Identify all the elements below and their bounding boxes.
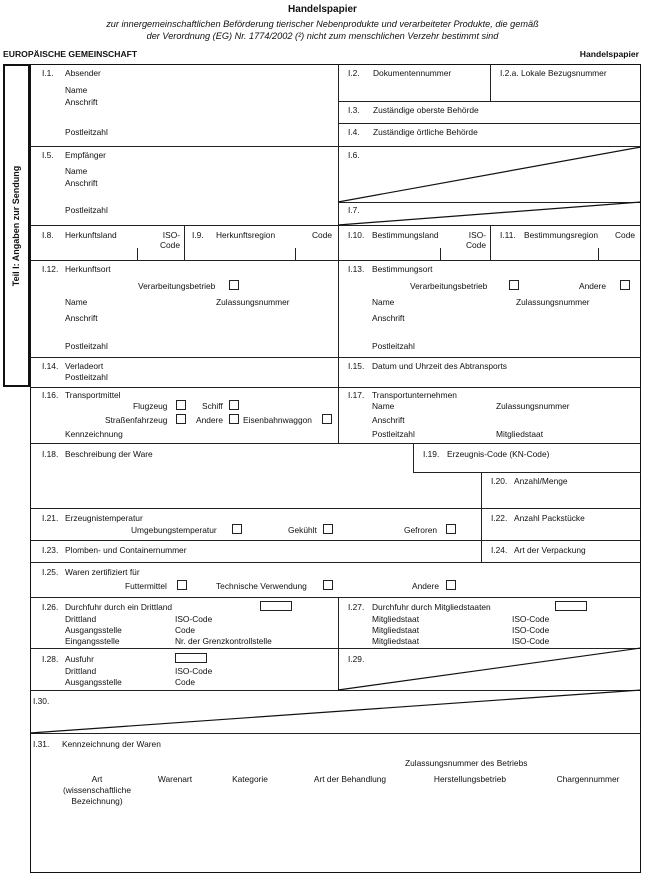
iso-code-label[interactable]: ISO-Code xyxy=(175,614,213,624)
divider xyxy=(413,443,414,472)
divider xyxy=(30,733,641,734)
quantity-label[interactable]: Anzahl/Menge xyxy=(514,476,568,486)
transit-third-country-label: Durchfuhr durch ein Drittland xyxy=(65,602,173,612)
number-of-packages-label[interactable]: Anzahl Packstücke xyxy=(514,513,585,523)
seal-container-number-label[interactable]: Plomben- und Containernummer xyxy=(65,545,187,555)
iso-code-label: Code xyxy=(465,240,486,250)
field-number-i29: I.29. xyxy=(348,654,365,664)
destination-postcode-label[interactable]: Postleitzahl xyxy=(372,341,415,351)
origin-name-label[interactable]: Name xyxy=(65,297,88,307)
document-title: Handelspapier xyxy=(288,4,357,15)
country-of-origin-label[interactable]: Herkunftsland xyxy=(65,230,117,240)
iso-code-label: ISO- xyxy=(162,230,180,240)
aeroplane-checkbox[interactable] xyxy=(176,400,186,410)
iso-code-label[interactable]: ISO-Code xyxy=(512,614,550,624)
field-number: I.12. xyxy=(42,264,59,274)
member-state-label[interactable]: Mitgliedstaat xyxy=(372,636,420,646)
strike-through-i7 xyxy=(338,202,641,225)
frozen-checkbox[interactable] xyxy=(446,524,456,534)
column-header-species-sub: (wissenschaftliche xyxy=(63,785,131,795)
strike-through-i29 xyxy=(338,648,641,690)
document-subtitle-line2: der Verordnung (EG) Nr. 1774/2002 (²) nicht zum menschlichen Verzehr bestimmt sind xyxy=(146,31,499,41)
transporter-approval-number-label[interactable]: Zulassungsnummer xyxy=(496,401,570,411)
field-number: I.27. xyxy=(348,602,365,612)
goods-description-label[interactable]: Beschreibung der Ware xyxy=(65,449,153,459)
frozen-label: Gefroren xyxy=(404,525,438,535)
code-label: Code xyxy=(312,230,333,240)
field-number: I.31. xyxy=(33,739,50,749)
field-number-i6: I.6. xyxy=(348,150,360,160)
divider xyxy=(30,508,641,509)
divider xyxy=(184,225,185,260)
chilled-label: Gekühlt xyxy=(288,525,317,535)
divider xyxy=(30,357,641,358)
field-number-i30: I.30. xyxy=(33,696,50,706)
divider xyxy=(413,472,641,473)
type-of-packaging-label[interactable]: Art der Verpackung xyxy=(514,545,586,555)
iso-code-label[interactable]: ISO-Code xyxy=(175,666,213,676)
divider xyxy=(30,146,338,147)
divider xyxy=(338,123,641,124)
certified-for-label: Waren zertifiziert für xyxy=(65,567,140,577)
column-header-species: Art xyxy=(91,774,103,784)
field-number: I.18. xyxy=(42,449,59,459)
field-number: I.15. xyxy=(348,361,365,371)
loading-postcode-label[interactable]: Postleitzahl xyxy=(65,372,108,382)
place-of-origin-label: Herkunftsort xyxy=(65,264,111,274)
field-number: I.11. xyxy=(500,230,516,240)
place-of-destination-label: Bestimmungsort xyxy=(372,264,433,274)
iso-code-label: ISO- xyxy=(468,230,486,240)
exit-point-label[interactable]: Ausgangsstelle xyxy=(65,625,122,635)
destination-address-label[interactable]: Anschrift xyxy=(372,313,405,323)
consignee-label: Empfänger xyxy=(65,150,106,160)
other-label: Andere xyxy=(196,415,224,425)
other-label: Andere xyxy=(579,281,607,291)
place-of-loading-label[interactable]: Verladeort xyxy=(65,361,104,371)
column-header-manufacturing-plant: Herstellungsbetrieb xyxy=(433,774,507,784)
exit-point-label[interactable]: Ausgangsstelle xyxy=(65,677,122,687)
field-number: I.26. xyxy=(42,602,59,612)
destination-approval-number-label[interactable]: Zulassungsnummer xyxy=(516,297,590,307)
destination-other-checkbox[interactable] xyxy=(620,280,630,290)
third-country-label[interactable]: Drittland xyxy=(65,666,97,676)
iso-code-label[interactable]: ISO-Code xyxy=(512,625,550,635)
technical-use-label: Technische Verwendung xyxy=(216,581,307,591)
divider xyxy=(30,443,641,444)
member-state-label[interactable]: Mitgliedstaat xyxy=(372,614,420,624)
transporter-name-label[interactable]: Name xyxy=(372,401,395,411)
destination-region-label[interactable]: Bestimmungsregion xyxy=(524,230,599,240)
field-number: I.22. xyxy=(491,513,508,523)
road-vehicle-label: Straßenfahrzeug xyxy=(105,415,168,425)
divider xyxy=(30,387,641,388)
transit-member-states-box[interactable] xyxy=(555,601,587,611)
field-number: I.10. xyxy=(348,230,365,240)
destination-processing-plant-checkbox[interactable] xyxy=(509,280,519,290)
field-number: I.1. xyxy=(42,68,54,78)
transporter-member-state-label[interactable]: Mitgliedstaat xyxy=(496,429,544,439)
divider xyxy=(30,260,641,261)
consignor-postcode-label[interactable]: Postleitzahl xyxy=(65,127,108,137)
transit-third-country-box[interactable] xyxy=(260,601,292,611)
processing-plant-label: Verarbeitungsbetrieb xyxy=(138,281,216,291)
divider xyxy=(338,225,339,387)
consignee-address-label[interactable]: Anschrift xyxy=(65,178,98,188)
bip-number-label[interactable]: Nr. der Grenzkontrollstelle xyxy=(175,636,272,646)
central-authority-label[interactable]: Zuständige oberste Behörde xyxy=(373,105,479,115)
destination-country-label[interactable]: Bestimmungsland xyxy=(372,230,439,240)
field-number: I.13. xyxy=(348,264,365,274)
divider xyxy=(490,225,491,260)
iso-code-label: Code xyxy=(159,240,180,250)
field-number: I.25. xyxy=(42,567,59,577)
field-number: I.14. xyxy=(42,361,59,371)
destination-name-label[interactable]: Name xyxy=(372,297,395,307)
strike-through-i6 xyxy=(338,146,641,203)
field-number: I.9. xyxy=(192,230,204,240)
code-label[interactable]: Code xyxy=(175,677,196,687)
field-number: I.23. xyxy=(42,545,59,555)
field-number: I.28. xyxy=(42,654,59,664)
divider xyxy=(30,562,641,563)
iso-code-label[interactable]: ISO-Code xyxy=(512,636,550,646)
chilled-checkbox[interactable] xyxy=(323,524,333,534)
field-number: I.2. xyxy=(348,68,360,78)
means-of-transport-label: Transportmittel xyxy=(65,390,121,400)
local-reference-label[interactable]: I.2.a. Lokale Bezugsnummer xyxy=(500,68,607,78)
feedingstuff-label: Futtermittel xyxy=(125,581,167,591)
transporter-address-label[interactable]: Anschrift xyxy=(372,415,405,425)
divider xyxy=(30,540,641,541)
column-header-species-sub: Bezeichnung) xyxy=(71,796,123,806)
origin-postcode-label[interactable]: Postleitzahl xyxy=(65,341,108,351)
entry-point-label[interactable]: Eingangsstelle xyxy=(65,636,120,646)
transit-member-states-label: Durchfuhr durch Mitgliedstaaten xyxy=(372,602,491,612)
commodity-code-label[interactable]: Erzeugnis-Code (KN-Code) xyxy=(447,449,550,459)
feedingstuff-checkbox[interactable] xyxy=(177,580,187,590)
transporter-postcode-label[interactable]: Postleitzahl xyxy=(372,429,415,439)
railway-wagon-checkbox[interactable] xyxy=(322,414,332,424)
identification-label[interactable]: Kennzeichnung xyxy=(65,429,123,439)
field-number: I.16. xyxy=(42,390,59,400)
issuer-label: EUROPÄISCHE GEMEINSCHAFT xyxy=(3,49,138,59)
tick xyxy=(598,248,599,260)
consignor-address-label[interactable]: Anschrift xyxy=(65,97,98,107)
origin-processing-plant-checkbox[interactable] xyxy=(229,280,239,290)
column-header-category: Kategorie xyxy=(232,774,268,784)
column-header-batch-number: Chargennummer xyxy=(556,774,620,784)
railway-wagon-label: Eisenbahnwaggon xyxy=(243,415,312,425)
other-label: Andere xyxy=(412,581,440,591)
part-one-sidebar xyxy=(3,64,30,387)
ambient-label: Umgebungstemperatur xyxy=(131,525,217,535)
consignor-name-label[interactable]: Name xyxy=(65,85,88,95)
consignee-postcode-label[interactable]: Postleitzahl xyxy=(65,205,108,215)
field-number: I.20. xyxy=(491,476,508,486)
divider xyxy=(338,387,339,443)
divider xyxy=(490,64,491,101)
document-number-label[interactable]: Dokumentennummer xyxy=(373,68,452,78)
field-number: I.19. xyxy=(423,449,440,459)
transporter-label: Transportunternehmen xyxy=(372,390,457,400)
other-transport-checkbox[interactable] xyxy=(229,414,239,424)
local-authority-label[interactable]: Zuständige örtliche Behörde xyxy=(373,127,478,137)
field-number: I.21. xyxy=(42,513,59,523)
departure-datetime-label[interactable]: Datum und Uhrzeit des Abtransports xyxy=(372,361,507,371)
consignor-label: Absender xyxy=(65,68,101,78)
establishment-approval-header: Zulassungsnummer des Betriebs xyxy=(405,758,528,768)
origin-approval-number-label[interactable]: Zulassungsnummer xyxy=(216,297,290,307)
goods-identification-label: Kennzeichnung der Waren xyxy=(62,739,161,749)
field-number: I.4. xyxy=(348,127,360,137)
field-number: I.8. xyxy=(42,230,54,240)
divider xyxy=(30,597,641,598)
third-country-label[interactable]: Drittland xyxy=(65,614,97,624)
code-label[interactable]: Code xyxy=(175,625,196,635)
ambient-checkbox[interactable] xyxy=(232,524,242,534)
divider xyxy=(30,225,641,226)
ship-checkbox[interactable] xyxy=(229,400,239,410)
aeroplane-label: Flugzeug xyxy=(133,401,168,411)
tick xyxy=(137,248,138,260)
ship-label: Schiff xyxy=(202,401,223,411)
road-vehicle-checkbox[interactable] xyxy=(176,414,186,424)
divider xyxy=(338,101,641,102)
consignee-name-label[interactable]: Name xyxy=(65,166,88,176)
tick xyxy=(295,248,296,260)
region-of-origin-label[interactable]: Herkunftsregion xyxy=(216,230,276,240)
origin-address-label[interactable]: Anschrift xyxy=(65,313,98,323)
technical-use-checkbox[interactable] xyxy=(323,580,333,590)
field-number: I.17. xyxy=(348,390,365,400)
export-label: Ausfuhr xyxy=(65,654,94,664)
field-number: I.3. xyxy=(348,105,360,115)
member-state-label[interactable]: Mitgliedstaat xyxy=(372,625,420,635)
divider xyxy=(481,472,482,562)
column-header-treatment: Art der Behandlung xyxy=(313,774,387,784)
part-one-label: Teil I: Angaben zur Sendung xyxy=(10,165,21,286)
field-number-i7: I.7. xyxy=(348,205,360,215)
certified-other-checkbox[interactable] xyxy=(446,580,456,590)
field-number: I.5. xyxy=(42,150,54,160)
tick xyxy=(440,248,441,260)
code-label: Code xyxy=(615,230,636,240)
export-box[interactable] xyxy=(175,653,207,663)
doc-type-label: Handelspapier xyxy=(579,49,639,59)
strike-through-i30 xyxy=(30,690,641,733)
document-subtitle-line1: zur innergemeinschaftlichen Beförderung tierischer Nebenprodukte und verarbeiteter Produkte, die gemäß xyxy=(106,19,539,29)
product-temperature-label: Erzeugnistemperatur xyxy=(65,513,143,523)
column-header-nature: Warenart xyxy=(157,774,193,784)
processing-plant-label: Verarbeitungsbetrieb xyxy=(410,281,488,291)
field-number: I.24. xyxy=(491,545,508,555)
